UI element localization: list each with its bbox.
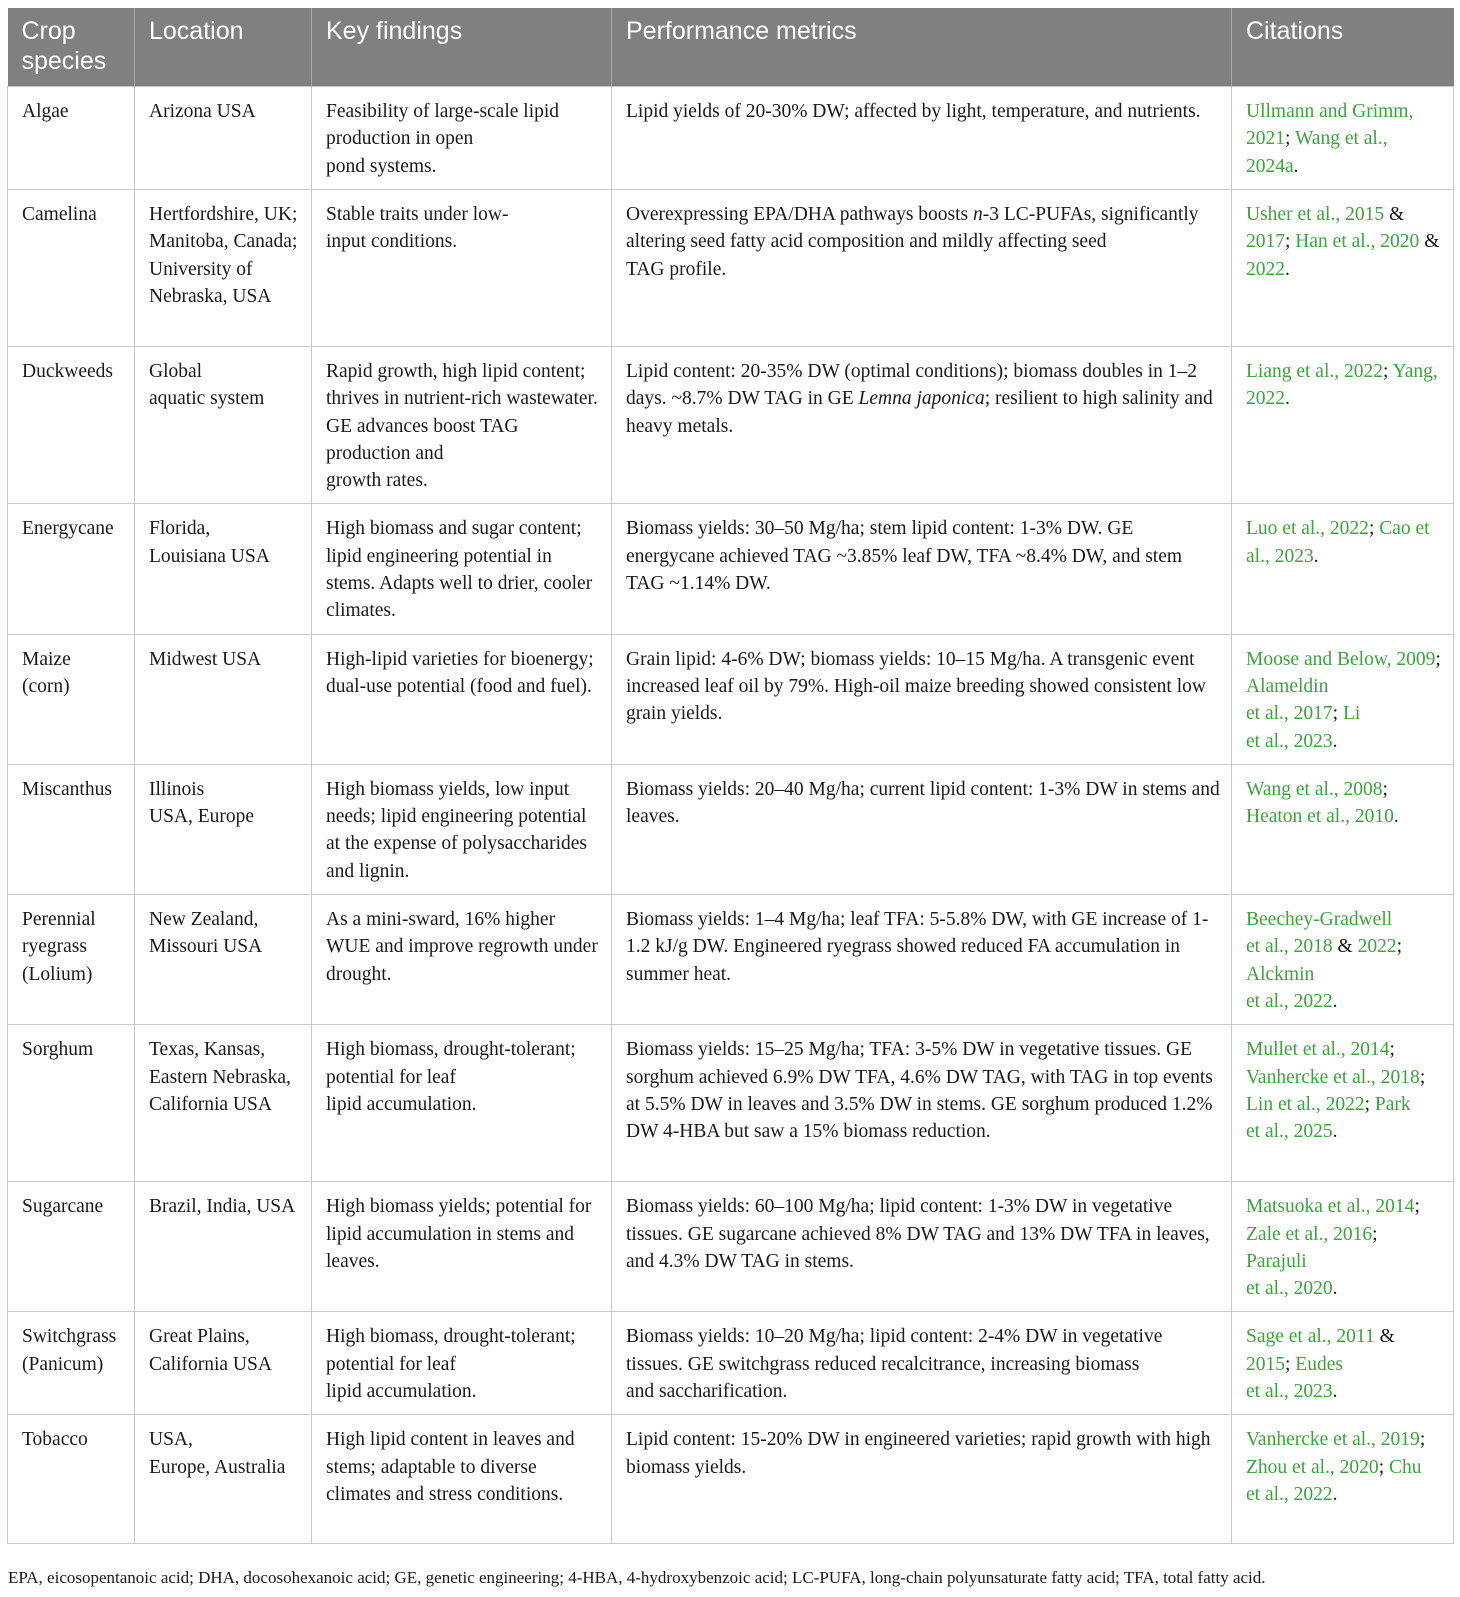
citation-separator: . [1332, 730, 1338, 752]
cell-performance-metrics [612, 764, 1232, 894]
citation-separator: & [1374, 1326, 1395, 1348]
crop-lipid-table [7, 8, 1454, 1544]
citation-separator: ; [1285, 128, 1295, 150]
cell-crop-species: Maize (corn) [8, 634, 135, 764]
citation-separator: ; [1414, 1196, 1420, 1218]
cell-key-findings: High biomass, drought-tolerant; potential for leaf lipid accumulation. [312, 1025, 612, 1182]
cell-location: Midwest USA [135, 634, 312, 764]
header-key-findings: Key findings [312, 8, 612, 87]
citation-link[interactable]: Wang et al., 2024a [1246, 128, 1388, 177]
cell-location: Florida, Louisiana USA [135, 504, 312, 634]
cell-location: New Zealand, Missouri USA [135, 895, 312, 1025]
cell-performance-metrics [612, 895, 1232, 1025]
citation-link[interactable]: Park et al., 2025 [1246, 1093, 1411, 1143]
cell-crop-species: Duckweeds [8, 347, 135, 504]
metric-text: Biomass yields: 1–4 Mg/ha; leaf TFA: 5-5.8% DW, with GE increase of 1-1.2 kJ/g DW. Engineered ryegrass showed reduced FA accumulation in summer heat. [626, 909, 1209, 985]
table-footnote: EPA, eicosopentanoic acid; DHA, docosohexanoic acid; GE, genetic engineering; 4-HBA, 4-hydroxybenzoic acid; LC-PUFA, long-chain polyunsaturate fatty acid; TFA, total fatty acid. [8, 1568, 1266, 1587]
table-row [8, 347, 1454, 504]
cell-key-findings: Rapid growth, high lipid content; thrives in nutrient-rich wastewater. GE advances boost TAG production and growth rates. [312, 347, 612, 504]
citation-separator: ; [1419, 1429, 1426, 1451]
citation-separator: . [1285, 258, 1290, 280]
citation-separator: ; [1435, 648, 1441, 670]
citation-link[interactable]: Vanhercke et al., 2018 [1246, 1066, 1420, 1088]
header-location: Location [135, 8, 312, 87]
citation-link[interactable]: Moose and Below, 2009 [1246, 648, 1436, 670]
metric-text: Biomass yields: 15–25 Mg/ha; TFA: 3-5% DW in vegetative tissues. GE sorghum achieved 6.9% DW TFA, 4.6% DW TAG, with TAG in top events at 5.5% DW in leaves and 3.5% DW in stems. GE sorghum produced 1.2% DW 4-HBA but saw a 15% biomass reduction. [626, 1039, 1213, 1143]
cell-citations [1232, 87, 1454, 190]
citation-separator: . [1332, 1483, 1338, 1505]
citation-link[interactable]: Alckmin et al., 2022 [1246, 963, 1333, 1012]
citation-separator: . [1393, 806, 1399, 828]
citation-separator: . [1332, 1278, 1338, 1300]
cell-citations [1232, 764, 1454, 894]
citation-separator: . [1332, 1121, 1338, 1143]
table-row [8, 1312, 1454, 1415]
citation-link[interactable]: Cao et al., 2023 [1246, 518, 1430, 567]
citation-separator: ; [1285, 231, 1296, 253]
citation-separator: & [1419, 231, 1440, 253]
citation-link[interactable]: Li et al., 2023 [1246, 703, 1361, 752]
citation-separator: . [1332, 1381, 1338, 1403]
citation-separator: & [1332, 936, 1358, 958]
metric-text: Grain lipid: 4-6% DW; biomass yields: 10–15 Mg/ha. A transgenic event increased leaf oil by 79%. High-oil maize breeding showed consistent low grain yields. [626, 648, 1206, 725]
citation-link[interactable]: Luo et al., 2022 [1246, 518, 1369, 540]
cell-crop-species: Tobacco [8, 1415, 135, 1544]
citation-link[interactable]: Vanhercke et al., 2019 [1246, 1429, 1420, 1451]
cell-performance-metrics [612, 190, 1232, 347]
cell-key-findings: High-lipid varieties for bioenergy; dual-use potential (food and fuel). [312, 634, 612, 764]
cell-citations [1232, 1025, 1454, 1182]
cell-key-findings: High biomass and sugar content; lipid engineering potential in stems. Adapts well to drier, cooler climates. [312, 504, 612, 634]
cell-key-findings: High biomass yields, low input needs; lipid engineering potential at the expense of polysaccharides and lignin. [312, 764, 612, 894]
citation-link[interactable]: Eudes et al., 2023 [1246, 1353, 1343, 1403]
cell-crop-species: Energycane [8, 504, 135, 634]
citation-link[interactable]: Chu et al., 2022 [1246, 1456, 1422, 1505]
cell-location: USA, Europe, Australia [135, 1415, 312, 1544]
cell-crop-species: Algae [8, 87, 135, 190]
metric-text: Lipid content: 20-35% DW (optimal conditions); biomass doubles in 1–2 days. ~8.7% DW TAG in GE [626, 361, 1198, 410]
data-table-container [7, 8, 1453, 1544]
cell-performance-metrics [612, 504, 1232, 634]
cell-citations [1232, 1182, 1454, 1312]
citation-link[interactable]: Mullet et al., 2014 [1246, 1039, 1390, 1061]
citation-separator: ; [1372, 1223, 1378, 1245]
citation-link[interactable]: Alameldin et al., 2017 [1246, 675, 1333, 725]
table-row [8, 504, 1454, 634]
metric-italic-text: n [973, 204, 983, 225]
metric-text: Biomass yields: 10–20 Mg/ha; lipid content: 2-4% DW in vegetative tissues. GE switchgrass reduced recalcitrance, increasing biomass and saccharification. [626, 1326, 1163, 1403]
metric-text: Biomass yields: 30–50 Mg/ha; stem lipid content: 1-3% DW. GE energycane achieved TAG ~3.85% leaf DW, TFA ~8.4% DW, and stem TAG ~1.14% DW. [626, 518, 1183, 595]
cell-performance-metrics [612, 1182, 1232, 1312]
citation-link[interactable]: 2022 [1246, 258, 1285, 280]
citation-separator: ; [1382, 778, 1388, 800]
citation-link[interactable]: 2017 [1246, 231, 1285, 253]
metric-text: Lipid yields of 20-30% DW; affected by light, temperature, and nutrients. [626, 101, 1201, 122]
citation-link[interactable]: Heaton et al., 2010 [1246, 806, 1394, 828]
table-row [8, 1182, 1454, 1312]
header-citations: Citations [1232, 8, 1454, 87]
metric-text: Overexpressing EPA/DHA pathways boosts [626, 204, 974, 225]
cell-key-findings: As a mini-sward, 16% higher WUE and improve regrowth under drought. [312, 895, 612, 1025]
cell-citations [1232, 1312, 1454, 1415]
citation-separator: ; [1285, 1353, 1296, 1375]
cell-key-findings: Stable traits under low- input conditions. [312, 190, 612, 347]
table-row [8, 895, 1454, 1025]
citation-link[interactable]: Beechey-Gradwell et al., 2018 [1246, 909, 1393, 958]
metric-text: -3 LC-PUFAs, significantly altering seed fatty acid composition and mildly affecting seed TAG profile. [626, 204, 1199, 280]
cell-key-findings: High biomass, drought-tolerant; potential for leaf lipid accumulation. [312, 1312, 612, 1415]
metric-italic-text: Lemna japonica [858, 388, 985, 410]
citation-separator: ; [1332, 703, 1343, 725]
citation-separator: . [1313, 545, 1319, 567]
citation-separator: . [1285, 388, 1290, 410]
metric-text: Biomass yields: 20–40 Mg/ha; current lipid content: 1-3% DW in stems and leaves. [626, 778, 1220, 828]
cell-performance-metrics [612, 1415, 1232, 1544]
cell-citations [1232, 504, 1454, 634]
cell-location: Texas, Kansas, Eastern Nebraska, California USA [135, 1025, 312, 1182]
cell-location: Arizona USA [135, 87, 312, 190]
cell-performance-metrics [612, 1312, 1232, 1415]
citation-separator: ; [1383, 361, 1393, 382]
citation-separator: . [1332, 990, 1338, 1012]
cell-performance-metrics [612, 347, 1232, 504]
cell-performance-metrics [612, 87, 1232, 190]
cell-location: Great Plains, California USA [135, 1312, 312, 1415]
table-row [8, 87, 1454, 190]
citation-separator: ; [1389, 1039, 1395, 1061]
citation-link[interactable]: Yang, 2022 [1246, 361, 1438, 410]
citation-link[interactable]: Lin et al., 2022 [1246, 1093, 1365, 1115]
table-row [8, 764, 1454, 894]
metric-text: Biomass yields: 60–100 Mg/ha; lipid content: 1-3% DW in vegetative tissues. GE sugarcane achieved 8% DW TAG and 13% DW TFA in leaves, and 4.3% DW TAG in stems. [626, 1196, 1210, 1272]
table-row [8, 1025, 1454, 1182]
metric-text: ; resilient to high salinity and heavy metals. [626, 388, 1213, 437]
citation-link[interactable]: Parajuli et al., 2020 [1246, 1250, 1333, 1300]
cell-key-findings: High lipid content in leaves and stems; adaptable to diverse climates and stress conditions. [312, 1415, 612, 1544]
cell-key-findings: Feasibility of large-scale lipid production in open pond systems. [312, 87, 612, 190]
cell-crop-species: Switchgrass (Panicum) [8, 1312, 135, 1415]
table-header-row [8, 8, 1454, 87]
table-row [8, 634, 1454, 764]
citation-link[interactable]: Usher et al., 2015 [1246, 204, 1385, 225]
header-crop-species: Crop species [8, 8, 135, 87]
cell-crop-species: Camelina [8, 190, 135, 347]
cell-key-findings: High biomass yields; potential for lipid accumulation in stems and leaves. [312, 1182, 612, 1312]
citation-separator: ; [1396, 936, 1402, 958]
cell-crop-species: Perennial ryegrass (Lolium) [8, 895, 135, 1025]
citation-separator: ; [1419, 1066, 1426, 1088]
cell-citations [1232, 895, 1454, 1025]
citation-link[interactable]: Matsuoka et al., 2014 [1246, 1196, 1415, 1218]
citation-separator: ; [1368, 518, 1380, 540]
table-row [8, 190, 1454, 347]
citation-link[interactable]: 2022 [1357, 936, 1397, 958]
citation-separator: & [1384, 204, 1405, 225]
cell-location: Brazil, India, USA [135, 1182, 312, 1312]
cell-location: Global aquatic system [135, 347, 312, 504]
cell-citations [1232, 634, 1454, 764]
cell-location: Hertfordshire, UK; Manitoba, Canada; University of Nebraska, USA [135, 190, 312, 347]
citation-link[interactable]: Zale et al., 2016 [1246, 1223, 1373, 1245]
citation-link[interactable]: Sage et al., 2011 [1246, 1326, 1375, 1348]
citation-link[interactable]: Ullmann and Grimm, 2021 [1246, 101, 1414, 150]
header-performance-metrics: Performance metrics [612, 8, 1232, 87]
citation-link[interactable]: Wang et al., 2008 [1246, 778, 1383, 800]
cell-performance-metrics [612, 634, 1232, 764]
table-body [8, 87, 1454, 1544]
citation-link[interactable]: Liang et al., 2022 [1246, 361, 1384, 382]
table-row [8, 1415, 1454, 1544]
cell-citations [1232, 190, 1454, 347]
cell-citations [1232, 347, 1454, 504]
citation-link[interactable]: Han et al., 2020 [1295, 231, 1420, 253]
citation-link[interactable]: Zhou et al., 2020 [1246, 1456, 1379, 1478]
metric-text: Lipid content: 15-20% DW in engineered varieties; rapid growth with high biomass yields. [626, 1429, 1211, 1478]
citation-separator: ; [1364, 1093, 1375, 1115]
cell-crop-species: Sorghum [8, 1025, 135, 1182]
cell-crop-species: Sugarcane [8, 1182, 135, 1312]
cell-crop-species: Miscanthus [8, 764, 135, 894]
cell-location: Illinois USA, Europe [135, 764, 312, 894]
cell-performance-metrics [612, 1025, 1232, 1182]
citation-separator: . [1293, 155, 1299, 177]
cell-citations [1232, 1415, 1454, 1544]
citation-link[interactable]: 2015 [1246, 1353, 1285, 1375]
citation-separator: ; [1378, 1456, 1389, 1478]
